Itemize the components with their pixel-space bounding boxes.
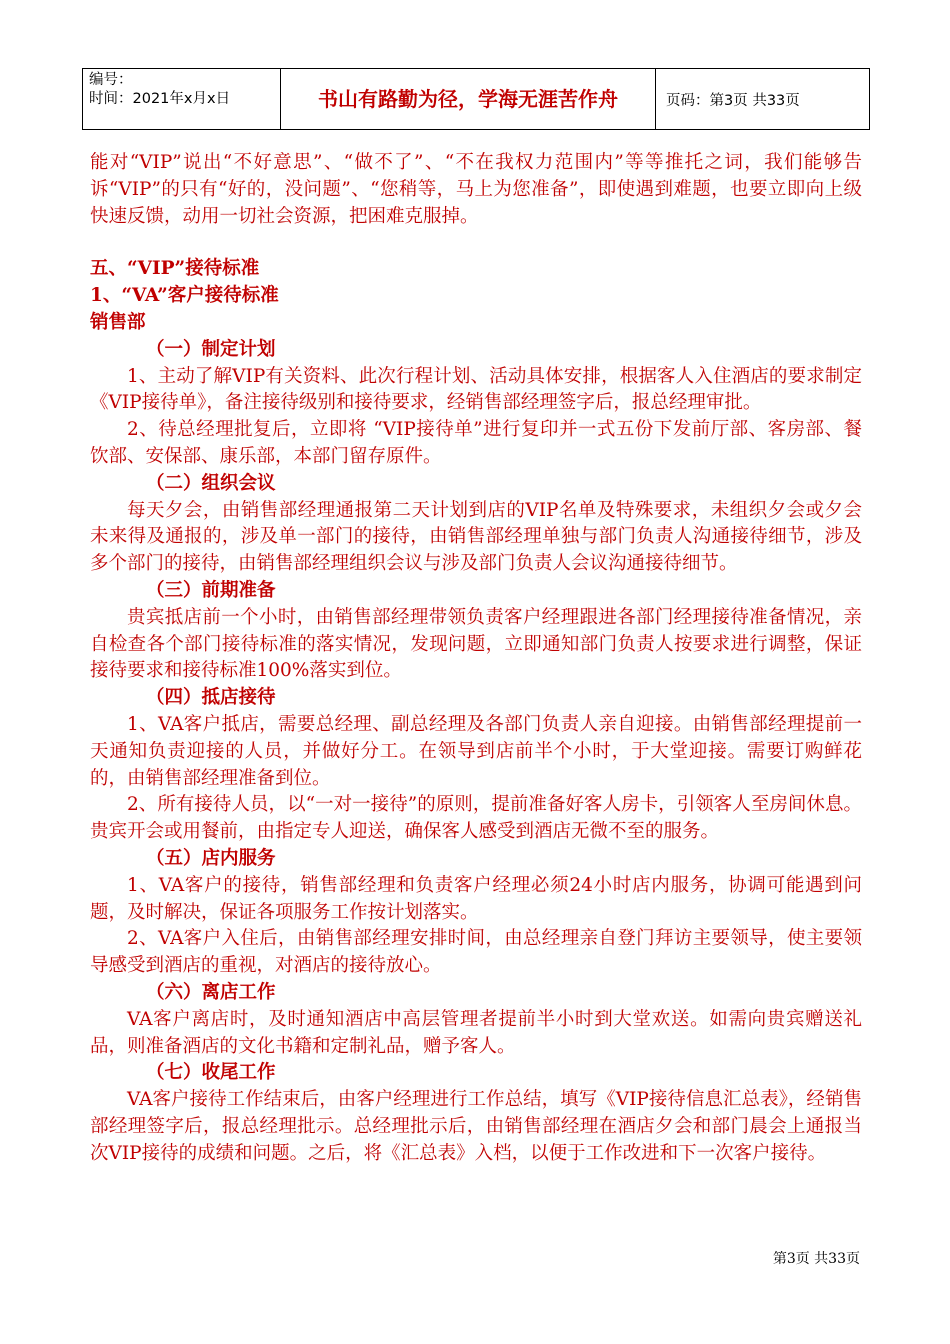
header-number: 编号： <box>89 72 133 88</box>
paragraph: 1、VA客户的接待，销售部经理和负责客户经理必须24小时店内服务，协调可能遇到问题，及时解决，保证各项服务工作按计划落实。 <box>90 874 862 923</box>
document-body <box>90 150 862 1167</box>
paragraph: 2、所有接待人员，以“一对一接待”的原则，提前准备好客人房卡，引领客人至房间休息。贵宾开会或用餐前，由指定专人迎送，确保客人感受到酒店无微不至的服务。 <box>90 794 862 843</box>
section-heading: 五、“VIP”接待标准 <box>90 258 260 280</box>
header-motto: 书山有路勤为径，学海无涯苦作舟 <box>281 69 656 130</box>
paragraph: 2、VA客户入住后，由销售部经理安排时间，由总经理亲自登门拜访主要领导，使主要领导感受到酒店的重视，对酒店的接待放心。 <box>90 928 862 977</box>
spacer <box>90 230 862 256</box>
subsection-heading: 1、“VA”客户接待标准 <box>90 285 279 307</box>
item-heading-preparation: （三）前期准备 <box>146 579 276 601</box>
item-heading-in-house-service: （五）店内服务 <box>146 847 276 869</box>
paragraph: VA客户接待工作结束后，由客户经理进行工作总结，填写《VIP接待信息汇总表》，经销售部经理签字后，报总经理批示。总经理批示后，由销售部经理在酒店夕会和部门晨会上通报当次VIP接待的成绩和问题。之后，将《汇总表》入档，以便于工作改进和下一次客户接待。 <box>90 1089 862 1164</box>
header-page-number: 页码：第3页 共33页 <box>656 69 870 130</box>
paragraph: 贵宾抵店前一个小时，由销售部经理带领负责客户经理跟进各部门经理接待准备情况，亲自检查各个部门接待标准的落实情况，发现问题，立即通知部门负责人按要求进行调整，保证接待要求和接待标准100%落实到位。 <box>90 606 862 682</box>
item-heading-meeting: （二）组织会议 <box>146 472 276 494</box>
header-time: 时间：2021年x月x日 <box>89 91 231 107</box>
page-footer: 第3页 共33页 <box>772 1251 860 1267</box>
item-heading-wrap-up: （七）收尾工作 <box>146 1062 276 1084</box>
paragraph: 1、主动了解VIP有关资料、此次行程计划、活动具体安排，根据客人入住酒店的要求制定《VIP接待单》，备注接待级别和接待要求，经销售部经理签字后，报总经理审批。 <box>90 365 862 414</box>
header-meta-cell <box>83 69 281 130</box>
paragraph: 每天夕会，由销售部经理通报第二天计划到店的VIP名单及特殊要求，未组织夕会或夕会未来得及通报的，涉及单一部门的接待，由销售部经理单独与部门负责人沟通接待细节，涉及多个部门的接待，由销售部经理组织会议与涉及部门负责人会议沟通接待细节。 <box>90 499 862 575</box>
page-header <box>82 68 870 130</box>
paragraph: 1、VA客户抵店，需要总经理、副总经理及各部门负责人亲自迎接。由销售部经理提前一天通知负责迎接的人员，并做好分工。在领导到店前半个小时，于大堂迎接。需要订购鲜花的，由销售部经理准备到位。 <box>90 713 862 789</box>
paragraph: VA客户离店时，及时通知酒店中高层管理者提前半小时到大堂欢送。如需向贵宾赠送礼品，则准备酒店的文化书籍和定制礼品，赠予客人。 <box>90 1008 862 1057</box>
item-heading-arrival: （四）抵店接待 <box>146 687 276 709</box>
item-heading-departure: （六）离店工作 <box>146 981 276 1003</box>
item-heading-plan: （一）制定计划 <box>146 338 276 360</box>
department-heading: 销售部 <box>90 311 146 333</box>
intro-paragraph: 能对“VIP”说出“不好意思”、“做不了”、“不在我权力范围内”等等推托之词，我们能够告诉“VIP”的只有“好的，没问题”、“您稍等，马上为您准备”，即使遇到难题，也要立即向上级快速反馈，动用一切社会资源，把困难克服掉。 <box>90 152 862 227</box>
paragraph: 2、待总经理批复后，立即将 “VIP接待单”进行复印并一式五份下发前厅部、客房部、餐饮部、安保部、康乐部，本部门留存原件。 <box>90 419 862 467</box>
